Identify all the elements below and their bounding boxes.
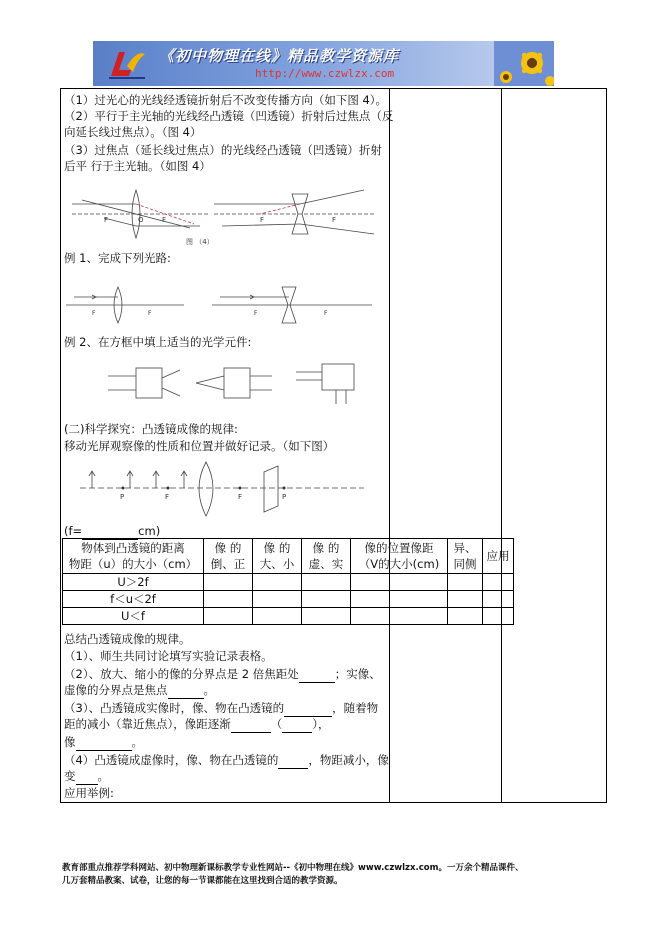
table-row [63,574,514,591]
focal-length-unit: cm) [138,524,161,538]
answer-blank[interactable] [299,666,335,683]
answer-blank[interactable] [76,768,98,785]
f-label: F [165,493,170,501]
table-row [63,591,514,608]
f-label: F [238,493,243,501]
inquiry-description: 移动光屏观察像的性质和位置并做好记录。（如下图） [64,439,335,453]
summary-title: 总结凸透镜成像的规律。 [64,632,191,646]
figure-4-diagram [64,180,384,248]
table-cell[interactable] [483,608,514,625]
row-condition: U＜f [63,608,204,625]
summary-4-line2: 变 。 [64,769,109,783]
table-cell[interactable] [204,608,253,625]
focus-label: F [324,310,328,317]
table-cell[interactable] [302,608,351,625]
header-size: 像 的 大、小 [253,539,302,574]
answer-blank[interactable] [284,700,332,717]
table-cell[interactable] [483,591,514,608]
summary-4-line1: （4）凸透镜成虚像时，像、物在凸透镜的 ，物距减小，像 [64,753,389,767]
focus-label: F [148,310,152,317]
example-1-diagram [64,283,384,325]
table-cell[interactable] [302,574,351,591]
focal-length-prefix: (f= [64,524,83,538]
summary-3-line3: 像 。 [64,735,143,749]
header-real-virtual: 像 的 虚、实 [302,539,351,574]
focus-label: F [332,216,337,224]
rule-3-line2: 后平 行于主光轴。（如图 4） [64,159,211,173]
application-examples: 应用举例: [64,786,114,800]
figure-caption: 图 （4） [186,238,214,246]
header-side: 异、 同侧 [448,539,483,574]
table-cell[interactable] [204,591,253,608]
table-cell[interactable] [253,574,302,591]
rule-3-line1: （3）过焦点（延长线过焦点）的光线经凸透镜（凹透镜）折射 [64,143,382,157]
table-cell[interactable] [351,591,448,608]
focus-label: F [260,216,265,224]
table-cell[interactable] [483,574,514,591]
table-cell[interactable] [253,591,302,608]
page-footer [62,862,622,888]
sunflower-image [494,41,554,86]
p-label: P [282,493,287,501]
header-orientation: 像 的 倒、正 [204,539,253,574]
site-logo [107,46,147,80]
table-cell[interactable] [351,608,448,625]
banner-title: 《初中物理在线》精品教学资源库 [159,47,400,65]
element-box [322,364,354,390]
table-cell[interactable] [302,591,351,608]
table-cell[interactable] [448,574,483,591]
column-divider [389,88,390,803]
table-header-row [63,539,514,574]
answer-blank[interactable] [231,716,271,733]
focus-label: F [104,216,109,224]
answer-blank[interactable] [278,752,308,769]
element-box [224,368,250,398]
summary-2-line1: （2）、放大、缩小的像的分界点是 2 倍焦距处 ；实像、 [64,667,381,681]
table-row [63,608,514,625]
table-cell[interactable] [351,574,448,591]
table-cell[interactable] [448,608,483,625]
experiment-table [62,538,514,625]
example-2-diagram [100,360,360,408]
center-label: O [138,216,144,224]
column-divider [501,88,502,803]
row-condition: f＜u＜2f [63,591,204,608]
answer-blank[interactable] [76,734,132,751]
summary-3-line1: （3）、凸透镜成实像时，像、物在凸透镜的 ，随着物 [64,701,379,715]
example-1-label: 例 1、完成下列光路: [64,251,171,265]
site-banner [93,41,554,86]
focus-label: F [92,310,96,317]
example-2-label: 例 2、在方框中填上适当的光学元件: [64,335,252,349]
inquiry-title: (二)科学探究：凸透镜成像的规律: [64,422,238,436]
header-application: 应用 [483,539,514,574]
answer-blank[interactable] [282,716,312,733]
focus-label: F [254,310,258,317]
element-box [136,368,162,398]
footer-line-2: 几万套精品教案、试卷，让您的每一节课都能在这里找到合适的教学资源。 [62,876,343,886]
lens-experiment-diagram [80,458,370,518]
rule-2-line1: （2）平行于主光轴的光线经凸透镜（凹透镜）折射后过焦点（反 [64,109,394,123]
header-object-distance: 物体到凸透镜的距离 物距（u）的大小（cm） [63,539,204,574]
table-cell[interactable] [204,574,253,591]
footer-line-1: 教育部重点推荐学科网站、初中物理新课标教学专业性网站--《初中物理在线》www.czwlzx.com。一万余个精品课件、 [62,863,524,873]
p-label: P [120,493,125,501]
focus-label: F [162,216,167,224]
summary-2-line2: 虚像的分界点是焦点 。 [64,683,215,697]
summary-1: （1）、师生共同讨论填写实验记录表格。 [64,649,273,663]
header-image-distance: 像的位置像距 （V的大小(cm) [351,539,448,574]
table-cell[interactable] [253,608,302,625]
summary-3-line2: 距的减小（靠近焦点），像距逐渐 （ ）， [64,717,330,731]
table-cell[interactable] [448,591,483,608]
rule-2-line2: 向延长线过焦点）。（图 4） [64,125,202,139]
banner-url[interactable]: http://www.czwlzx.com [255,67,395,80]
rule-1: （1）过光心的光线经透镜折射后不改变传播方向（如下图 4）。 [64,93,388,107]
answer-blank[interactable] [168,682,204,699]
row-condition: U＞2f [63,574,204,591]
